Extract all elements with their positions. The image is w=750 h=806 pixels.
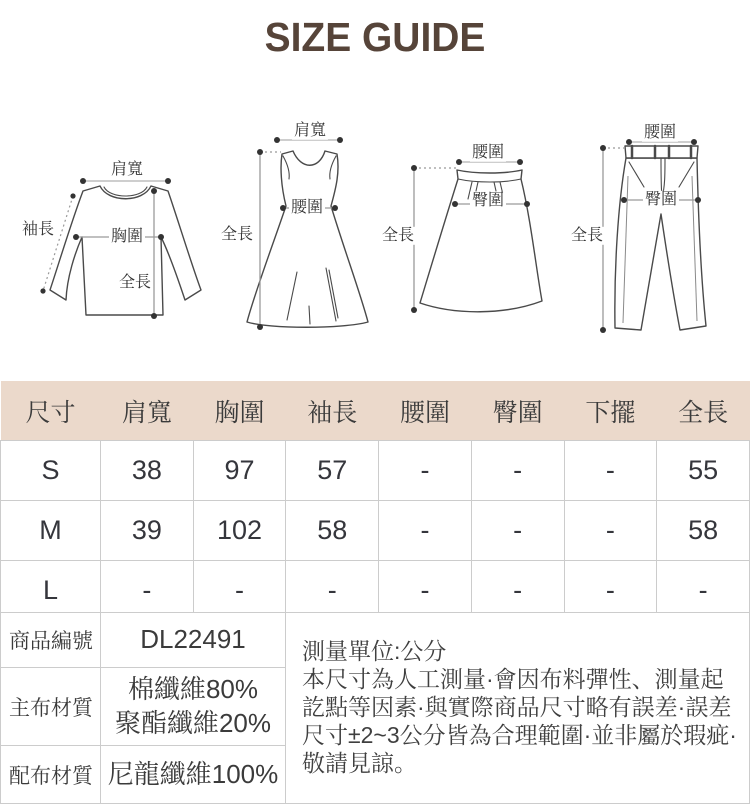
product-code-value: [101, 613, 286, 668]
size-cell: -: [379, 561, 472, 621]
size-cell: -: [471, 501, 564, 561]
product-info-table: [0, 612, 750, 804]
size-cell: -: [564, 501, 657, 561]
size-cell: -: [471, 441, 564, 501]
top-bust-label: 胸圍: [110, 227, 144, 245]
product-code: DL22491: [140, 624, 246, 655]
product-code-label: 商品編號: [1, 613, 101, 668]
main-fabric-line2: 聚酯纖維20%: [114, 707, 272, 738]
main-fabric-value: [101, 668, 286, 746]
size-cell: -: [471, 561, 564, 621]
size-label: L: [1, 561, 101, 621]
size-row-s: [1, 441, 750, 501]
size-cell: 39: [101, 501, 194, 561]
size-label: M: [1, 501, 101, 561]
top-outline: [50, 186, 201, 315]
size-label: S: [1, 441, 101, 501]
size-cell: -: [101, 561, 194, 621]
size-cell: -: [379, 441, 472, 501]
top-shoulder-label: 肩寬: [110, 160, 144, 178]
size-cell: -: [657, 561, 750, 621]
pants-waistband: [625, 146, 698, 158]
size-cell: 38: [101, 441, 194, 501]
measurement-notes: [286, 613, 750, 804]
size-cell: -: [286, 561, 379, 621]
top-length-label: 全長: [118, 273, 152, 291]
size-cell: 57: [286, 441, 379, 501]
size-cell: 102: [193, 501, 286, 561]
dress-length-label: 全長: [220, 225, 254, 243]
pants-length-label: 全長: [570, 226, 604, 244]
header-hem: 下擺: [564, 381, 657, 441]
header-hip: 臀圍: [471, 381, 564, 441]
size-cell: 55: [657, 441, 750, 501]
measurement-disclaimer: 本尺寸為人工測量·會因布料彈性、測量起訖點等因素·與實際商品尺寸略有誤差·誤差尺寸±2~3公分皆為合理範圍·並非屬於瑕疵·敬請見諒。: [302, 666, 737, 776]
skirt-waist-label: 腰圍: [471, 143, 505, 161]
header-length: 全長: [657, 381, 750, 441]
accent-fabric: 尼龍纖維100%: [107, 758, 279, 789]
measurement-unit: 測量單位:公分: [302, 638, 447, 664]
size-cell: 58: [286, 501, 379, 561]
size-table-header-row: [1, 381, 750, 441]
size-table: [0, 381, 750, 621]
pants-waist-label: 腰圍: [643, 123, 677, 141]
size-row-m: [1, 501, 750, 561]
page-title: SIZE GUIDE: [264, 14, 486, 60]
size-cell: -: [564, 561, 657, 621]
size-cell: 97: [193, 441, 286, 501]
top-sleeve-label: 袖長: [21, 220, 55, 238]
main-fabric-line1: 棉纖維80%: [127, 673, 259, 704]
header-sleeve: 袖長: [286, 381, 379, 441]
skirt-length-label: 全長: [381, 226, 415, 244]
size-cell: -: [564, 441, 657, 501]
header-shoulder: 肩寬: [101, 381, 194, 441]
header-bust: 胸圍: [193, 381, 286, 441]
accent-fabric-label: 配布材質: [1, 746, 101, 804]
size-cell: -: [379, 501, 472, 561]
skirt-hip-label: 臀圍: [471, 191, 505, 209]
header-size: 尺寸: [1, 381, 101, 441]
product-code-row: [1, 613, 750, 668]
accent-fabric-value: [101, 746, 286, 804]
size-cell: -: [193, 561, 286, 621]
skirt-garment-diagram: [400, 140, 560, 320]
dress-outline: [247, 151, 368, 327]
header-waist: 腰圍: [379, 381, 472, 441]
main-fabric-label: 主布材質: [1, 668, 101, 746]
dress-shoulder-label: 肩寬: [293, 121, 327, 139]
size-cell: 58: [657, 501, 750, 561]
dress-waist-label: 腰圍: [290, 198, 324, 216]
pants-hip-label: 臀圍: [644, 190, 678, 208]
